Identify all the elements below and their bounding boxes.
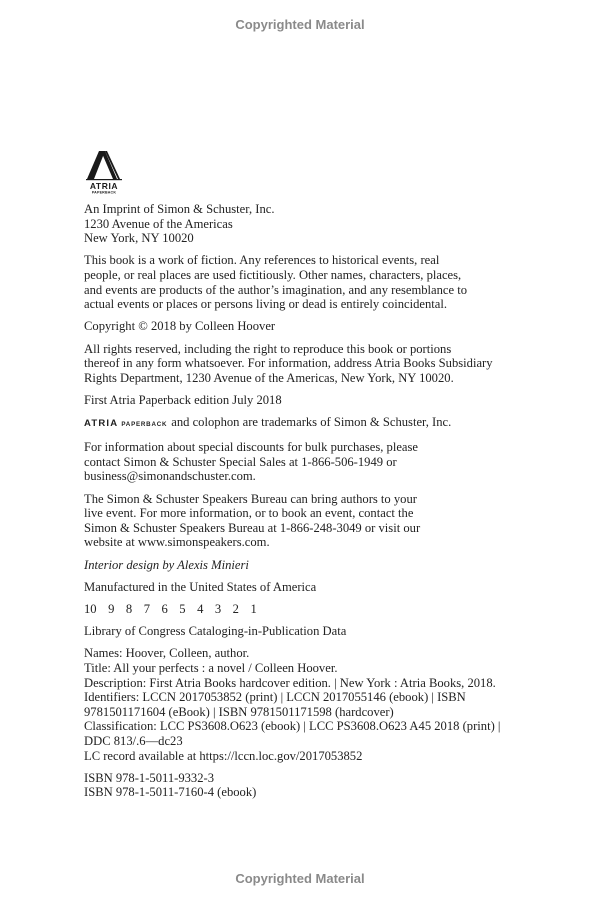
- cip-line: LC record available at https://lccn.loc.gov/2017053852: [84, 748, 363, 763]
- fiction-notice: [84, 253, 524, 311]
- cip-line: Description: First Atria Books hardcover edition. | New York : Atria Books, 2018.: [84, 675, 496, 690]
- cip-line: DDC 813/.6—dc23: [84, 733, 183, 748]
- manufactured-line: Manufactured in the United States of America: [84, 579, 317, 594]
- watermark-top: Copyrighted Material: [235, 17, 365, 32]
- rights-notice: [84, 342, 524, 386]
- isbn-line: ISBN 978-1-5011-9332-3: [84, 770, 215, 785]
- copyright-page: [84, 148, 524, 808]
- sales-line: business@simonandschuster.com.: [84, 469, 256, 484]
- imprint-address: [84, 202, 524, 246]
- imprint-line: 1230 Avenue of the Americas: [84, 216, 233, 231]
- rights-line: thereof in any form whatsoever. For information, address Atria Books Subsidiary: [84, 356, 493, 371]
- printing-number: 6: [161, 602, 168, 616]
- speakers-bureau: [84, 492, 524, 550]
- trademark-brand: ATRIA: [84, 418, 119, 430]
- printing-number: 4: [197, 602, 204, 616]
- cip-line: 9781501171604 (eBook) | ISBN 9781501171598 (hardcover): [84, 704, 394, 719]
- printing-numbers: [84, 602, 524, 617]
- cip-line: Title: All your perfects : a novel / Colleen Hoover.: [84, 660, 338, 675]
- logo-name: ATRIA: [89, 181, 119, 191]
- printing-number: 5: [179, 602, 186, 616]
- printing-number: 7: [143, 602, 150, 616]
- cip-heading: Library of Congress Cataloging-in-Publication Data: [84, 624, 347, 639]
- trademark-brand-sub: PAPERBACK: [121, 421, 168, 429]
- speakers-line: website at www.simonspeakers.com.: [84, 535, 270, 550]
- notice-line: people, or real places are used fictitiously. Other names, characters, places,: [84, 267, 462, 282]
- copyright-line: Copyright © 2018 by Colleen Hoover: [84, 319, 276, 334]
- printing-number: 10: [84, 602, 97, 616]
- imprint-line: New York, NY 10020: [84, 231, 194, 246]
- cip-data: [84, 646, 524, 763]
- speakers-line: live event. For more information, or to book an event, contact the: [84, 506, 414, 521]
- sales-line: contact Simon & Schuster Special Sales at 1-866-506-1949 or: [84, 454, 397, 469]
- trademark-text: and colophon are trademarks of Simon & Schuster, Inc.: [171, 415, 452, 430]
- notice-line: This book is a work of fiction. Any references to historical events, real: [84, 253, 440, 268]
- cip-line: Classification: LCC PS3608.O623 (ebook) | LCC PS3608.O623 A45 2018 (print) |: [84, 719, 501, 734]
- rights-line: All rights reserved, including the right to reproduce this book or portions: [84, 341, 452, 356]
- trademark-line: [84, 415, 524, 433]
- cip-line: Names: Hoover, Colleen, author.: [84, 646, 250, 661]
- sales-line: For information about special discounts for bulk purchases, please: [84, 440, 419, 455]
- printing-number: 2: [232, 602, 239, 616]
- notice-line: and events are products of the author’s imagination, and any resemblance to: [84, 282, 468, 297]
- atria-logo-icon: [84, 148, 128, 194]
- isbn-line: ISBN 978-1-5011-7160-4 (ebook): [84, 785, 257, 800]
- printing-number: 9: [108, 602, 115, 616]
- cip-line: Identifiers: LCCN 2017053852 (print) | LCCN 2017055146 (ebook) | ISBN: [84, 690, 466, 705]
- logo-subname: PAPERBACK: [91, 190, 117, 194]
- watermark-bottom: Copyrighted Material: [235, 871, 365, 886]
- printing-number: 1: [250, 602, 257, 616]
- printing-number: 8: [125, 602, 133, 616]
- edition-line: First Atria Paperback edition July 2018: [84, 392, 282, 407]
- speakers-line: The Simon & Schuster Speakers Bureau can bring authors to your: [84, 491, 417, 506]
- isbn-block: [84, 771, 524, 800]
- special-sales: [84, 440, 524, 484]
- notice-line: actual events or places or persons living or dead is entirely coincidental.: [84, 297, 447, 312]
- printing-number: 3: [214, 602, 222, 616]
- speakers-line: Simon & Schuster Speakers Bureau at 1-866-248-3049 or visit our: [84, 520, 421, 535]
- imprint-line: An Imprint of Simon & Schuster, Inc.: [84, 202, 275, 216]
- design-credit: Interior design by Alexis Minieri: [84, 557, 249, 572]
- rights-line: Rights Department, 1230 Avenue of the Americas, New York, NY 10020.: [84, 370, 454, 385]
